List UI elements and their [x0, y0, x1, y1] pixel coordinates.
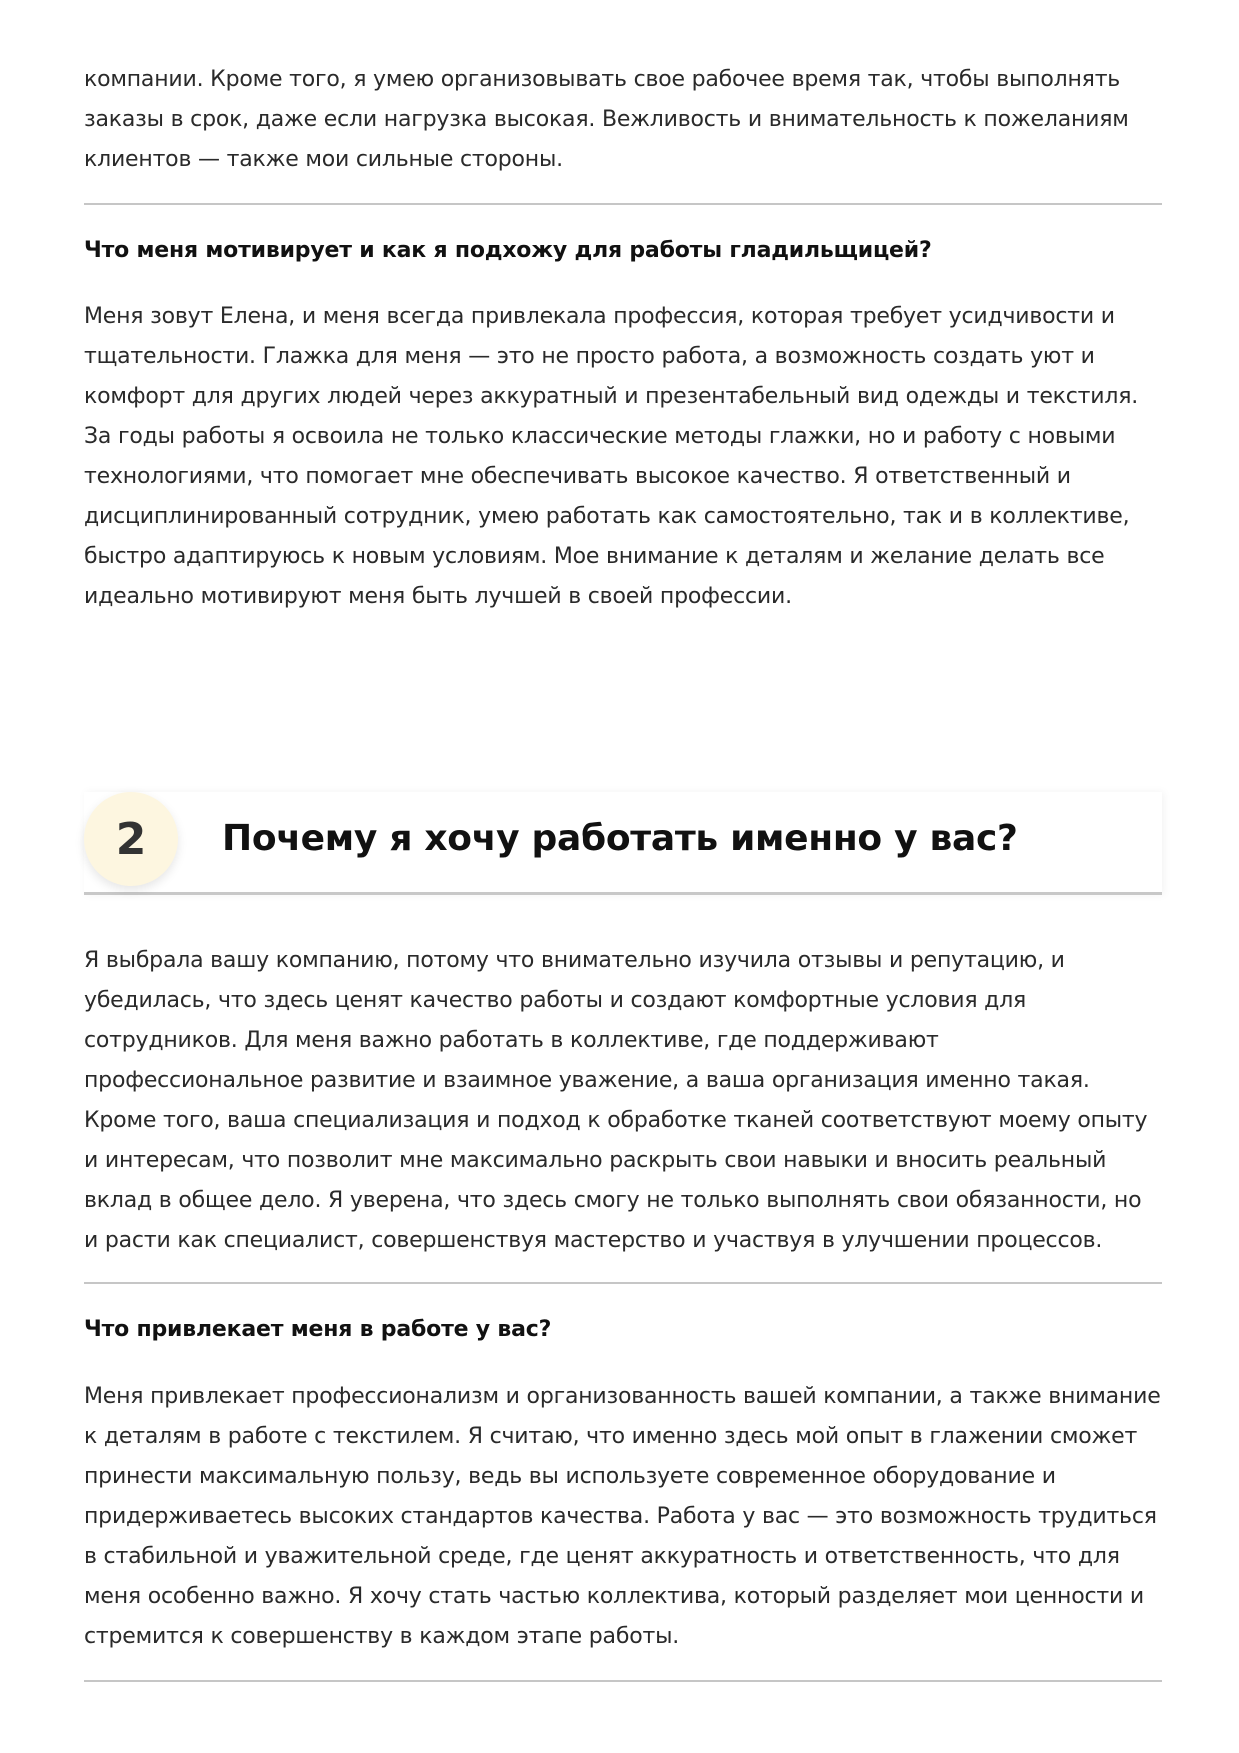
motivation-question: Что меня мотивирует и как я подхожу для работы гладильщицей? [84, 238, 932, 263]
divider [84, 203, 1162, 205]
section-title: Почему я хочу работать именно у вас? [222, 818, 1018, 859]
divider [84, 1282, 1162, 1284]
intro-paragraph: компании. Кроме того, я умею организовывать свое рабочее время так, чтобы выполнять заказы в срок, даже если нагрузка высокая. Вежливость и внимательность к пожеланиям клиентов — также мои сильные стороны. [84, 67, 1129, 172]
section-2-paragraph: Я выбрала вашу компанию, потому что внимательно изучила отзывы и репутацию, и убедилась, что здесь ценят качество работы и создают комфортные условия для сотрудников. Для меня важно работать в коллективе, где поддерживают профессиональное развитие и взаимное уважение, а ваша организация именно такая. Кроме того, ваша специализация и подход к обработке тканей соответствуют моему опыту и интересам, что позволит мне максимально раскрыть свои навыки и вносить реальный вклад в общее дело. Я уверена, что здесь смогу не только выполнять свои обязанности, но и расти как специалист, совершенствуя мастерство и участвуя в улучшении процессов. [84, 948, 1148, 1253]
section-number-badge: 2 [84, 792, 178, 886]
motivation-answer: Меня зовут Елена, и меня всегда привлекала профессия, которая требует усидчивости и тщательности. Глажка для меня — это не просто работа, а возможность создать уют и комфорт для других людей через аккуратный и презентабельный вид одежды и текстиля. За годы работы я освоила не только классические методы глажки, но и работу с новыми технологиями, что помогает мне обеспечивать высокое качество. Я ответственный и дисциплинированный сотрудник, умею работать как самостоятельно, так и в коллективе, быстро адаптируюсь к новым условиям. Мое внимание к деталям и желание делать все идеально мотивируют меня быть лучшей в своей профессии. [84, 304, 1139, 609]
divider [84, 1680, 1162, 1682]
section-2-header [84, 792, 1162, 894]
section-2-subquestion: Что привлекает меня в работе у вас? [84, 1317, 552, 1342]
section-2-subanswer: Меня привлекает профессионализм и организованность вашей компании, а также внимание к деталям в работе с текстилем. Я считаю, что именно здесь мой опыт в глажении сможет принести максимальную пользу, ведь вы используете современное оборудование и придерживаетесь высоких стандартов качества. Работа у вас — это возможность трудиться в стабильной и уважительной среде, где ценят аккуратность и ответственность, что для меня особенно важно. Я хочу стать частью коллектива, который разделяет мои ценности и стремится к совершенству в каждом этапе работы. [84, 1384, 1161, 1649]
